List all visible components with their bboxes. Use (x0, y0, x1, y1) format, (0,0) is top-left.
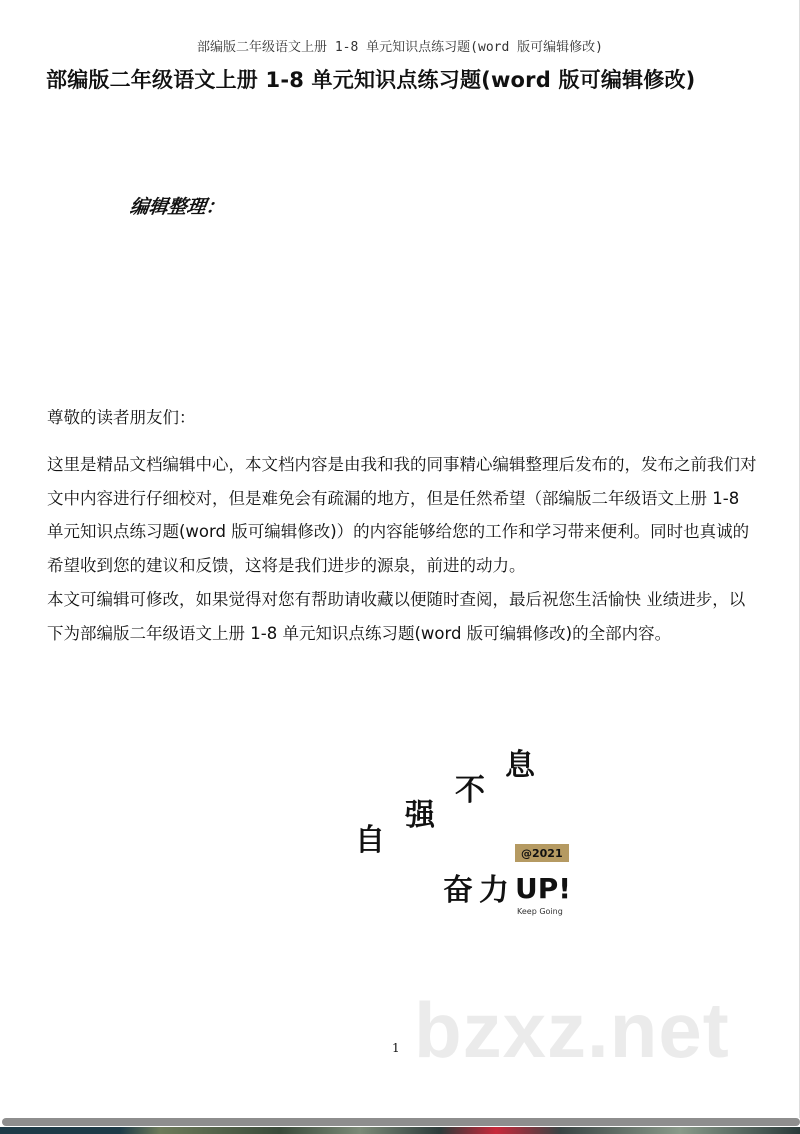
up-label: UP! (515, 872, 572, 905)
body-line: 这里是精品文档编辑中心，本文档内容是由我和我的同事精心编辑整理后发布的，发布之前我们对 (47, 455, 757, 474)
slogan-char: 自 (355, 823, 385, 858)
greeting: 尊敬的读者朋友们： (47, 408, 196, 427)
running-header: 部编版二年级语文上册 1-8 单元知识点练习题(word 版可编辑修改) (197, 40, 603, 55)
editor-label: 编辑整理： (128, 196, 227, 218)
slogan-char: 力 (479, 873, 509, 908)
slogan-char: 息 (505, 748, 535, 783)
year-label: @2021 (521, 847, 563, 860)
slogan-char: 不 (455, 773, 485, 808)
watermark: bzxz.net (414, 986, 730, 1074)
body-line: 文中内容进行仔细校对，但是难免会有疏漏的地方，但是任然希望（部编版二年级语文上册 1-8 (47, 489, 740, 508)
document-title: 部编版二年级语文上册 1-8 单元知识点练习题(word 版可编辑修改) (46, 68, 696, 92)
body-line: 本文可编辑可修改，如果觉得对您有帮助请收藏以便随时查阅，最后祝您生活愉快 业绩进步，以 (47, 590, 746, 609)
body-line: 下为部编版二年级语文上册 1-8 单元知识点练习题(word 版可编辑修改)的全部内容。 (47, 624, 672, 643)
page-number: 1 (392, 1041, 400, 1055)
slogan-char: 奋 (443, 873, 473, 908)
slogan-char: 强 (405, 798, 435, 833)
body-line: 单元知识点练习题(word 版可编辑修改)）的内容能够给您的工作和学习带来便利。同时也真诚的 (47, 522, 750, 541)
next-page-preview (0, 1127, 800, 1134)
horizontal-scrollbar[interactable] (2, 1118, 800, 1126)
body-line: 希望收到您的建议和反馈，这将是我们进步的源泉，前进的动力。 (47, 556, 526, 575)
tagline: Keep Going (517, 907, 563, 916)
slogan-image (355, 740, 615, 920)
